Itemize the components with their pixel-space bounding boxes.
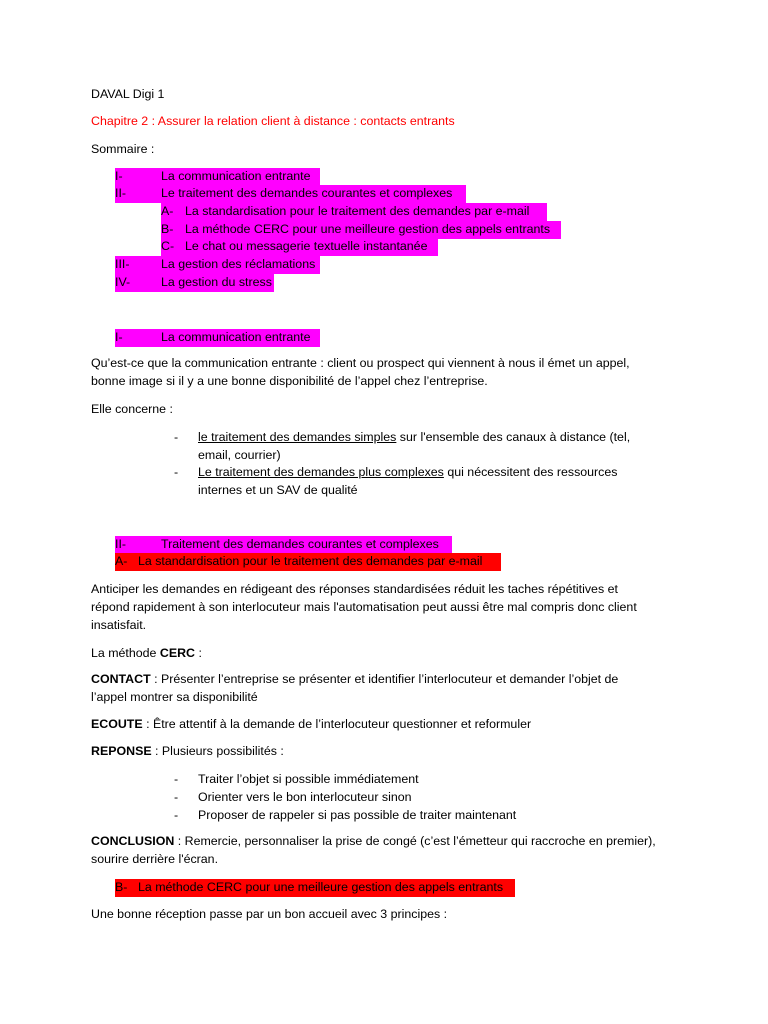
toc-item: La gestion du stress [161,275,272,289]
toc-num: I- [115,169,123,183]
paragraph: insatisfait. [91,618,147,632]
paragraph: Anticiper les demandes en rédigeant des réponses standardisées réduit les taches répétitives et [91,582,618,596]
subsection-number: A- [115,554,128,568]
toc-num: IV- [115,275,131,289]
paragraph: répond rapidement à son interlocuteur mais l'automatisation peut aussi être mal compris donc client [91,600,637,614]
list-item: Orienter vers le bon interlocuteur sinon [198,790,412,804]
paragraph: REPONSE : Plusieurs possibilités : [91,744,284,758]
toc-item: La méthode CERC pour une meilleure gestion des appels entrants [185,222,551,236]
paragraph: CONCLUSION : Remercie, personnaliser la prise de congé (c’est l’émetteur qui raccroche en premier), [91,834,656,848]
toc-item: La gestion des réclamations [161,257,316,271]
term-reponse: REPONSE [91,744,152,758]
paragraph: bonne image si il y a une bonne disponibilité de l’appel chez l’entreprise. [91,374,488,388]
term-ecoute: ECOUTE [91,717,143,731]
toc-item: La standardisation pour le traitement des demandes par e-mail [185,204,530,218]
paragraph: Une bonne réception passe par un bon accueil avec 3 principes : [91,907,448,921]
doc-header: DAVAL Digi 1 [91,87,165,101]
paragraph: CONTACT : Présenter l’entreprise se présenter et identifier l’interlocuteur et demander l’objet de [91,672,619,686]
toc-num: III- [115,257,130,271]
paragraph: l’appel montrer sa disponibilité [91,690,258,704]
paragraph: ECOUTE : Être attentif à la demande de l’interlocuteur questionner et reformuler [91,717,532,731]
list-dash: - [174,790,179,804]
toc-item: La communication entrante [161,169,311,183]
list-item: Le traitement des demandes plus complexes qui nécessitent des ressources [198,465,618,479]
section-number: I- [115,330,123,344]
paragraph: La méthode CERC : [91,646,202,660]
section-heading: La communication entrante [161,330,311,344]
underlined-text: Le traitement des demandes plus complexes [198,465,444,479]
list-item: Proposer de rappeler si pas possible de traiter maintenant [198,808,517,822]
term-contact: CONTACT [91,672,151,686]
toc-num: B- [161,222,174,236]
term-conclusion: CONCLUSION [91,834,175,848]
list-item-continuation: email, courrier) [198,448,281,462]
list-item: Traiter l’objet si possible immédiatement [198,772,419,786]
list-dash: - [174,465,179,479]
toc-num: A- [161,204,174,218]
toc-num: C- [161,239,175,253]
paragraph: Elle concerne : [91,402,173,416]
toc-item: Le traitement des demandes courantes et complexes [161,186,453,200]
section-heading: Traitement des demandes courantes et complexes [161,537,439,551]
list-dash: - [174,808,179,822]
sommaire-heading: Sommaire : [91,142,155,156]
paragraph: Qu’est-ce que la communication entrante : client ou prospect qui viennent à nous il émet un appel, [91,356,630,370]
toc-item: Le chat ou messagerie textuelle instantanée [185,239,428,253]
toc-num: II- [115,186,127,200]
subsection-heading: La méthode CERC pour une meilleure gestion des appels entrants [138,880,504,894]
list-dash: - [174,430,179,444]
list-dash: - [174,772,179,786]
list-item: le traitement des demandes simples sur l'ensemble des canaux à distance (tel, [198,430,631,444]
underlined-text: le traitement des demandes simples [198,430,397,444]
section-number: II- [115,537,127,551]
subsection-number: B- [115,880,128,894]
list-item-continuation: internes et un SAV de qualité [198,483,358,497]
chapter-title: Chapitre 2 : Assurer la relation client à distance : contacts entrants [91,114,455,128]
paragraph: sourire derrière l'écran. [91,852,219,866]
subsection-heading: La standardisation pour le traitement des demandes par e-mail [138,554,483,568]
